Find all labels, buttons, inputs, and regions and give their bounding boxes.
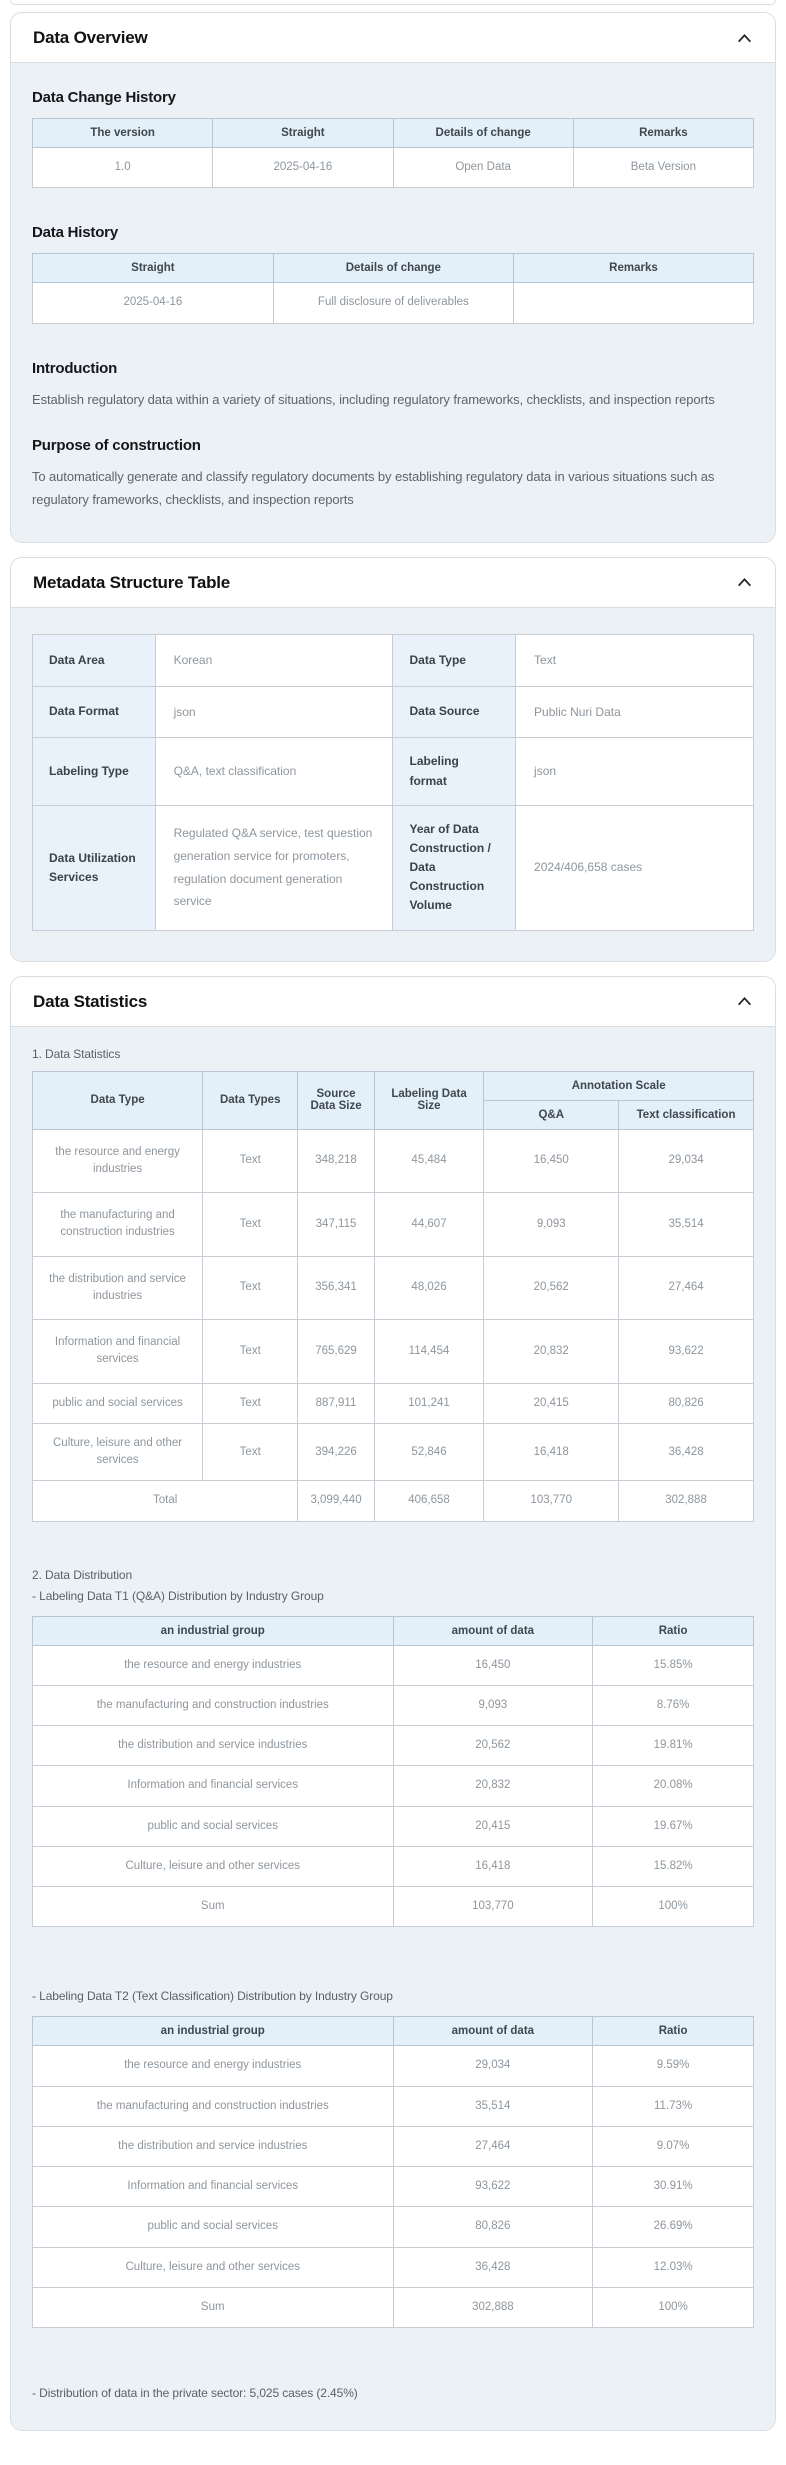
column-header: amount of data (393, 1616, 593, 1645)
cell-ratio: 9.59% (593, 2046, 754, 2086)
table-sum-row (33, 2287, 754, 2327)
cell-group: the manufacturing and construction industries (33, 2086, 394, 2126)
table-sum-row (33, 1887, 754, 1927)
cell-type: Text (203, 1256, 298, 1320)
column-header: Details of change (273, 254, 513, 283)
cell-industry: the distribution and service industries (33, 1256, 203, 1320)
column-header: Source Data Size (298, 1071, 374, 1129)
cell-labeling-size: 45,484 (374, 1129, 484, 1193)
column-header: Ratio (593, 2017, 754, 2046)
cell-qa: 20,415 (484, 1383, 619, 1423)
cell-text-class: 93,622 (619, 1320, 754, 1384)
cell-ratio: 19.67% (593, 1806, 754, 1846)
column-header: Data Types (203, 1071, 298, 1129)
data-overview-section (10, 12, 776, 543)
change-history-heading: Data Change History (32, 89, 176, 106)
cell-group: Culture, leisure and other services (33, 1846, 394, 1886)
table-row (33, 2167, 754, 2207)
table-row (33, 1320, 754, 1384)
cell-sum-amount: 302,888 (393, 2287, 593, 2327)
cell-sum-label: Sum (33, 2287, 394, 2327)
cell-labeling-size: 101,241 (374, 1383, 484, 1423)
cell-group: Information and financial services (33, 2167, 394, 2207)
chevron-up-icon[interactable] (736, 30, 753, 47)
cell-text-class: 36,428 (619, 1423, 754, 1481)
data-statistics-section (10, 976, 776, 2432)
meta-value: 2024/406,658 cases (516, 805, 754, 930)
t2-label: - Labeling Data T2 (Text Classification) Distribution by Industry Group (32, 1989, 393, 2004)
cell-remarks: Beta Version (573, 148, 753, 188)
cell-group: the resource and energy industries (33, 2046, 394, 2086)
table-row (33, 148, 754, 188)
data-history-heading: Data History (32, 224, 118, 242)
metadata-structure-section (10, 557, 776, 962)
table-row (33, 1846, 754, 1886)
meta-value: json (516, 738, 754, 805)
table-row (33, 1806, 754, 1846)
cell-labeling-size: 52,846 (374, 1423, 484, 1481)
table-row (33, 1383, 754, 1423)
cell-remarks (513, 283, 753, 323)
column-header: Straight (33, 254, 274, 283)
cell-labeling-size: 48,026 (374, 1256, 484, 1320)
t1-label: - Labeling Data T1 (Q&A) Distribution by Industry Group (32, 1588, 324, 1603)
data-statistics-body (11, 1026, 775, 2431)
cell-amount: 80,826 (393, 2207, 593, 2247)
meta-label: Data Area (33, 634, 156, 686)
table-row (33, 1685, 754, 1725)
table-header-row (33, 1071, 754, 1100)
cell-text-class: 35,514 (619, 1193, 754, 1257)
cell-sum-ratio: 100% (593, 2287, 754, 2327)
cell-source-size: 887,911 (298, 1383, 374, 1423)
meta-value: json (155, 686, 393, 738)
cell-type: Text (203, 1383, 298, 1423)
table-header-row (33, 119, 754, 148)
column-header: Straight (213, 119, 393, 148)
column-header: Data Type (33, 1071, 203, 1129)
column-header: Remarks (573, 119, 753, 148)
cell-amount: 20,415 (393, 1806, 593, 1846)
cell-ratio: 30.91% (593, 2167, 754, 2207)
cell-amount: 36,428 (393, 2247, 593, 2287)
meta-value: Public Nuri Data (516, 686, 754, 738)
cell-ratio: 20.08% (593, 1766, 754, 1806)
cell-type: Text (203, 1320, 298, 1384)
cell-group: public and social services (33, 2207, 394, 2247)
cell-amount: 16,450 (393, 1645, 593, 1685)
cell-amount: 20,562 (393, 1726, 593, 1766)
meta-label: Data Format (33, 686, 156, 738)
meta-label: Data Utilization Services (33, 805, 156, 930)
table-row (33, 1423, 754, 1481)
meta-label: Data Type (393, 634, 516, 686)
table-row (33, 1256, 754, 1320)
table-row (33, 1766, 754, 1806)
cell-ratio: 12.03% (593, 2247, 754, 2287)
cell-qa: 16,418 (484, 1423, 619, 1481)
data-overview-header[interactable] (11, 13, 775, 62)
cell-type: Text (203, 1129, 298, 1193)
previous-card-bottom-edge (10, 0, 776, 5)
t2-distribution-table (32, 2016, 754, 2328)
cell-text-class: 27,464 (619, 1256, 754, 1320)
statistics-table (32, 1071, 754, 1522)
cell-ratio: 11.73% (593, 2086, 754, 2126)
meta-value: Korean (155, 634, 393, 686)
chevron-up-icon[interactable] (736, 993, 753, 1010)
table-row (33, 283, 754, 323)
column-header: an industrial group (33, 2017, 394, 2046)
cell-details: Full disclosure of deliverables (273, 283, 513, 323)
cell-total-labeling: 406,658 (374, 1481, 484, 1521)
cell-labeling-size: 114,454 (374, 1320, 484, 1384)
cell-date: 2025-04-16 (33, 283, 274, 323)
cell-industry: Information and financial services (33, 1320, 203, 1384)
column-header: Q&A (484, 1100, 619, 1129)
cell-type: Text (203, 1193, 298, 1257)
cell-text-class: 29,034 (619, 1129, 754, 1193)
cell-qa: 16,450 (484, 1129, 619, 1193)
cell-qa: 20,832 (484, 1320, 619, 1384)
cell-ratio: 19.81% (593, 1726, 754, 1766)
cell-labeling-size: 44,607 (374, 1193, 484, 1257)
cell-group: the distribution and service industries (33, 2126, 394, 2166)
section-title: Data Overview (33, 28, 148, 47)
cell-group: Information and financial services (33, 1766, 394, 1806)
cell-text-class: 80,826 (619, 1383, 754, 1423)
cell-total-source: 3,099,440 (298, 1481, 374, 1521)
cell-version: 1.0 (33, 148, 213, 188)
data-history-table (32, 253, 754, 323)
meta-label: Year of Data Construction / Data Construction Volume (393, 805, 516, 930)
table-row (33, 1645, 754, 1685)
cell-amount: 9,093 (393, 1685, 593, 1725)
section-title: Data Statistics (33, 991, 148, 1011)
cell-industry: public and social services (33, 1383, 203, 1423)
column-header: Ratio (593, 1616, 754, 1645)
table-row (33, 805, 754, 930)
cell-details: Open Data (393, 148, 573, 188)
cell-sum-amount: 103,770 (393, 1887, 593, 1927)
meta-label: Data Source (393, 686, 516, 738)
cell-total-label: Total (33, 1481, 298, 1521)
cell-group: Culture, leisure and other services (33, 2247, 394, 2287)
cell-amount: 93,622 (393, 2167, 593, 2207)
introduction-heading: Introduction (32, 359, 118, 377)
cell-group: the resource and energy industries (33, 1645, 394, 1685)
table-row (33, 1129, 754, 1193)
cell-source-size: 356,341 (298, 1256, 374, 1320)
data-overview-body (11, 62, 775, 542)
table-row (33, 686, 754, 738)
cell-ratio: 26.69% (593, 2207, 754, 2247)
column-header: Remarks (513, 254, 753, 283)
table-total-row (33, 1481, 754, 1521)
column-header: Labeling Data Size (374, 1071, 484, 1129)
cell-type: Text (203, 1423, 298, 1481)
meta-value: Text (516, 634, 754, 686)
data-statistics-header[interactable] (11, 977, 775, 1026)
meta-value: Regulated Q&A service, test question generation service for promoters, regulation document generation service (155, 805, 393, 930)
purpose-heading: Purpose of construction (32, 437, 201, 455)
meta-label: Labeling Type (33, 738, 156, 805)
meta-label: Labeling format (393, 738, 516, 805)
change-history-table (32, 118, 754, 188)
cell-sum-ratio: 100% (593, 1887, 754, 1927)
cell-industry: the manufacturing and construction industries (33, 1193, 203, 1257)
table-row (33, 2046, 754, 2086)
cell-amount: 20,832 (393, 1766, 593, 1806)
cell-group: the manufacturing and construction industries (33, 1685, 394, 1725)
cell-amount: 29,034 (393, 2046, 593, 2086)
cell-ratio: 15.82% (593, 1846, 754, 1886)
metadata-structure-body (11, 607, 775, 961)
stats-label: 1. Data Statistics (32, 1046, 121, 1061)
cell-sum-label: Sum (33, 1887, 394, 1927)
cell-total-qa: 103,770 (484, 1481, 619, 1521)
table-row (33, 2086, 754, 2126)
table-row (33, 1193, 754, 1257)
cell-industry: the resource and energy industries (33, 1129, 203, 1193)
cell-group: public and social services (33, 1806, 394, 1846)
table-row (33, 738, 754, 805)
cell-source-size: 347,115 (298, 1193, 374, 1257)
introduction-text: Establish regulatory data within a variety of situations, including regulatory frameworks, checklists, and inspection reports (32, 391, 715, 407)
column-header: Details of change (393, 119, 573, 148)
cell-ratio: 8.76% (593, 1685, 754, 1725)
table-row (33, 634, 754, 686)
column-header: amount of data (393, 2017, 593, 2046)
purpose-text: To automatically generate and classify regulatory documents by establishing regulatory data in various situations such as regulatory frameworks, checklists, and inspection reports (32, 469, 715, 507)
cell-amount: 16,418 (393, 1846, 593, 1886)
table-row (33, 2126, 754, 2166)
column-header: an industrial group (33, 1616, 394, 1645)
meta-value: Q&A, text classification (155, 738, 393, 805)
cell-qa: 9,093 (484, 1193, 619, 1257)
cell-ratio: 9.07% (593, 2126, 754, 2166)
cell-amount: 27,464 (393, 2126, 593, 2166)
column-header: The version (33, 119, 213, 148)
cell-total-text-class: 302,888 (619, 1481, 754, 1521)
cell-date: 2025-04-16 (213, 148, 393, 188)
t1-distribution-table (32, 1616, 754, 1928)
table-header-row (33, 1616, 754, 1645)
column-header-group: Annotation Scale (484, 1071, 754, 1100)
table-header-row (33, 2017, 754, 2046)
column-header: Text classification (619, 1100, 754, 1129)
metadata-table (32, 634, 754, 931)
cell-amount: 35,514 (393, 2086, 593, 2126)
table-header-row (33, 254, 754, 283)
section-title: Metadata Structure Table (33, 572, 231, 592)
cell-ratio: 15.85% (593, 1645, 754, 1685)
metadata-structure-header[interactable] (11, 558, 775, 607)
private-sector-note: - Distribution of data in the private sector: 5,025 cases (2.45%) (32, 2386, 358, 2401)
cell-source-size: 765,629 (298, 1320, 374, 1384)
table-row (33, 2207, 754, 2247)
chevron-up-icon[interactable] (736, 574, 753, 591)
cell-qa: 20,562 (484, 1256, 619, 1320)
cell-group: the distribution and service industries (33, 1726, 394, 1766)
cell-industry: Culture, leisure and other services (33, 1423, 203, 1481)
distribution-label: 2. Data Distribution (32, 1567, 133, 1582)
table-row (33, 2247, 754, 2287)
cell-source-size: 348,218 (298, 1129, 374, 1193)
table-row (33, 1726, 754, 1766)
cell-source-size: 394,226 (298, 1423, 374, 1481)
